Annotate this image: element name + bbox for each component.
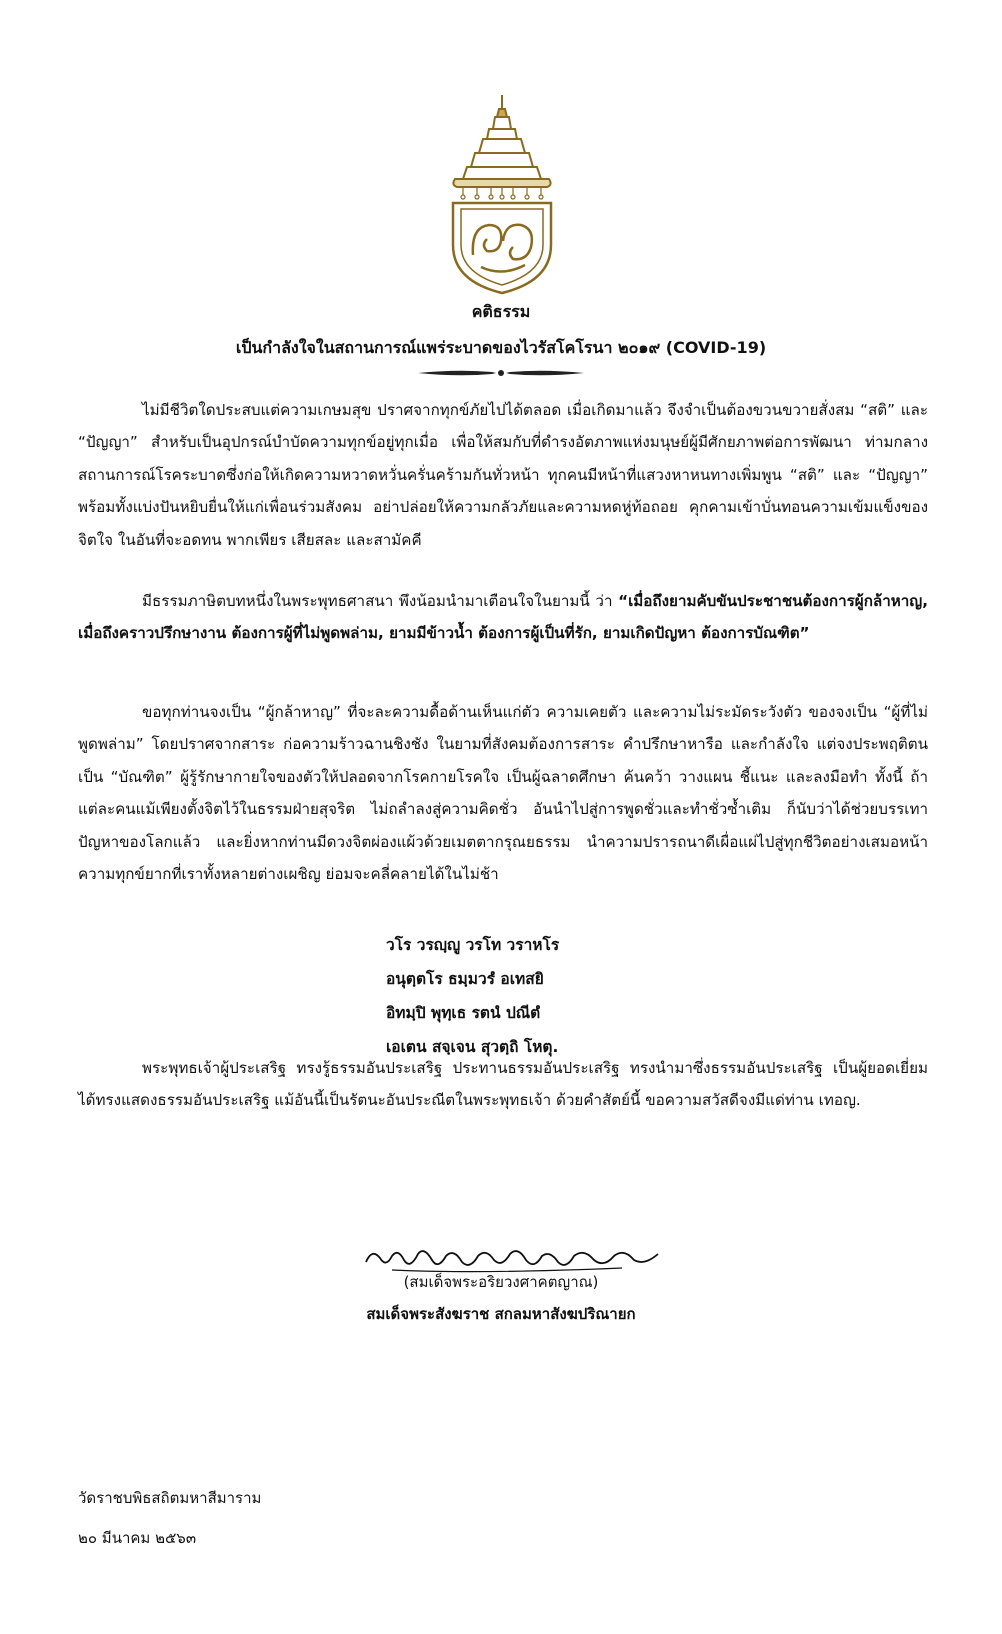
bold-quote: “เมื่อถึงยามคับขันประชาชนต้องการผู้กล้าหาญ, เมื่อถึงคราวปรึกษางาน ต้องการผู้ที่ไม่พูดพล่าม, ยามมีข้าวน้ำ ต้องการผู้เป็นที่รัก, ยามเกิดปัญหา ต้องการบัณฑิต” (78, 592, 928, 643)
document-subtitle: เป็นกำลังใจในสถานการณ์แพร่ระบาดของไวรัสโคโรนา ๒๐๑๙ (COVID-19) (235, 338, 767, 357)
verse-line: อนุตฺตโร ธมฺมวรํ อเทสยิ (386, 970, 544, 988)
paragraph-blessing (78, 1052, 928, 1117)
paragraph-dhamma-quote (78, 585, 928, 650)
royal-emblem-icon (441, 95, 563, 295)
signatory-title: สมเด็จพระสังฆราช สกลมหาสังฆปริณายก (366, 1305, 636, 1323)
paragraph-text: มีธรรมภาษิตบทหนึ่งในพระพุทธศาสนา พึงน้อมนำมาเตือนใจในยามนี้ ว่า (142, 592, 619, 610)
paragraph-text: พระพุทธเจ้าผู้ประเสริฐ ทรงรู้ธรรมอันประเสริฐ ประทานธรรมอันประเสริฐ ทรงนำมาซึ่งธรรมอันประเสริฐ เป็นผู้ยอดเยี่ยม ได้ทรงแสดงธรรมอันประเสริฐ แม้อันนี้เป็นรัตนะอันประณีตในพระพุทธเจ้า ด้วยคำสัตย์นี้ ขอความสวัสดีจงมีแด่ท่าน เทอญ. (78, 1059, 928, 1110)
paragraph-exhortation (78, 696, 928, 890)
ornamental-divider-icon (418, 366, 584, 380)
pali-verse-block (386, 928, 559, 1064)
issue-date: ๒๐ มีนาคม ๒๕๖๓ (78, 1529, 197, 1547)
issuing-place: วัดราชบพิธสถิตมหาสีมาราม (78, 1489, 262, 1507)
signatory-name: (สมเด็จพระอริยวงศาคตญาณ) (403, 1273, 599, 1291)
verse-line: อิทมฺปิ พุทฺเธ รตนํ ปณีตํ (386, 1004, 541, 1022)
paragraph-text: ขอทุกท่านจงเป็น “ผู้กล้าหาญ” ที่จะละความดื้อด้านเห็นแก่ตัว ความเคยตัว และความไม่ระมัดระวังตัว ของจงเป็น “ผู้ที่ไม่พูดพล่าม” โดยปราศจากสาระ ก่อความร้าวฉานชิงชัง ในยามที่สังคมต้องการสาระ คำปรึกษาหารือ และกำลังใจ แต่จงประพฤติตนเป็น “บัณฑิต” ผู้รู้รักษากายใจของตัวให้ปลอดจากโรคกายโรคใจ เป็นผู้ฉลาดศึกษา ค้นคว้า วางแผน ชี้แนะ และลงมือทำ ทั้งนี้ ถ้าแต่ละคนแม้เพียงตั้งจิตไว้ในธรรมฝ่ายสุจริต ไม่ถลำลงสู่ความคิดชั่ว อันนำไปสู่การพูดชั่วและทำชั่วซ้ำเติม ก็นับว่าได้ช่วยบรรเทาปัญหาของโลกแล้ว และยิ่งหากท่านมีดวงจิตผ่องแผ้วด้วยเมตตากรุณยธรรม นำความปรารถนาดีเผื่อแผ่ไปสู่ทุกชีวิตอย่างเสมอหน้า ความทุกข์ยากที่เราทั้งหลายต่างเผชิญ ย่อมจะคลี่คลายได้ในไม่ช้า (78, 703, 928, 884)
verse-line: เอเตน สจฺเจน สุวตฺถิ โหตุ. (386, 1038, 559, 1056)
paragraph-intro (78, 394, 928, 556)
verse-line: วโร วรญฺญู วรโท วราหโร (386, 936, 560, 954)
document-title: คติธรรม (471, 302, 531, 321)
paragraph-text: ไม่มีชีวิตใดประสบแต่ความเกษมสุข ปราศจากทุกข์ภัยไปได้ตลอด เมื่อเกิดมาแล้ว จึงจำเป็นต้องขวนขวายสั่งสม “สติ” และ “ปัญญา” สำหรับเป็นอุปกรณ์บำบัดความทุกข์อยู่ทุกเมื่อ เพื่อให้สมกับที่ดำรงอัตภาพแห่งมนุษย์ผู้มีศักยภาพต่อการพัฒนา ท่ามกลางสถานการณ์โรคระบาดซึ่งก่อให้เกิดความหวาดหวั่นครั่นคร้ามกันทั่วหน้า ทุกคนมีหน้าที่แสวงหาหนทางเพิ่มพูน “สติ” และ “ปัญญา” พร้อมทั้งแบ่งปันหยิบยื่นให้แก่เพื่อนร่วมสังคม อย่าปล่อยให้ความกลัวภัยและความหดหู่ท้อถอย คุกคามเข้าบั่นทอนความเข้มแข็งของจิตใจ ในอันที่จะอดทน พากเพียร เสียสละ และสามัคคี (78, 401, 928, 549)
